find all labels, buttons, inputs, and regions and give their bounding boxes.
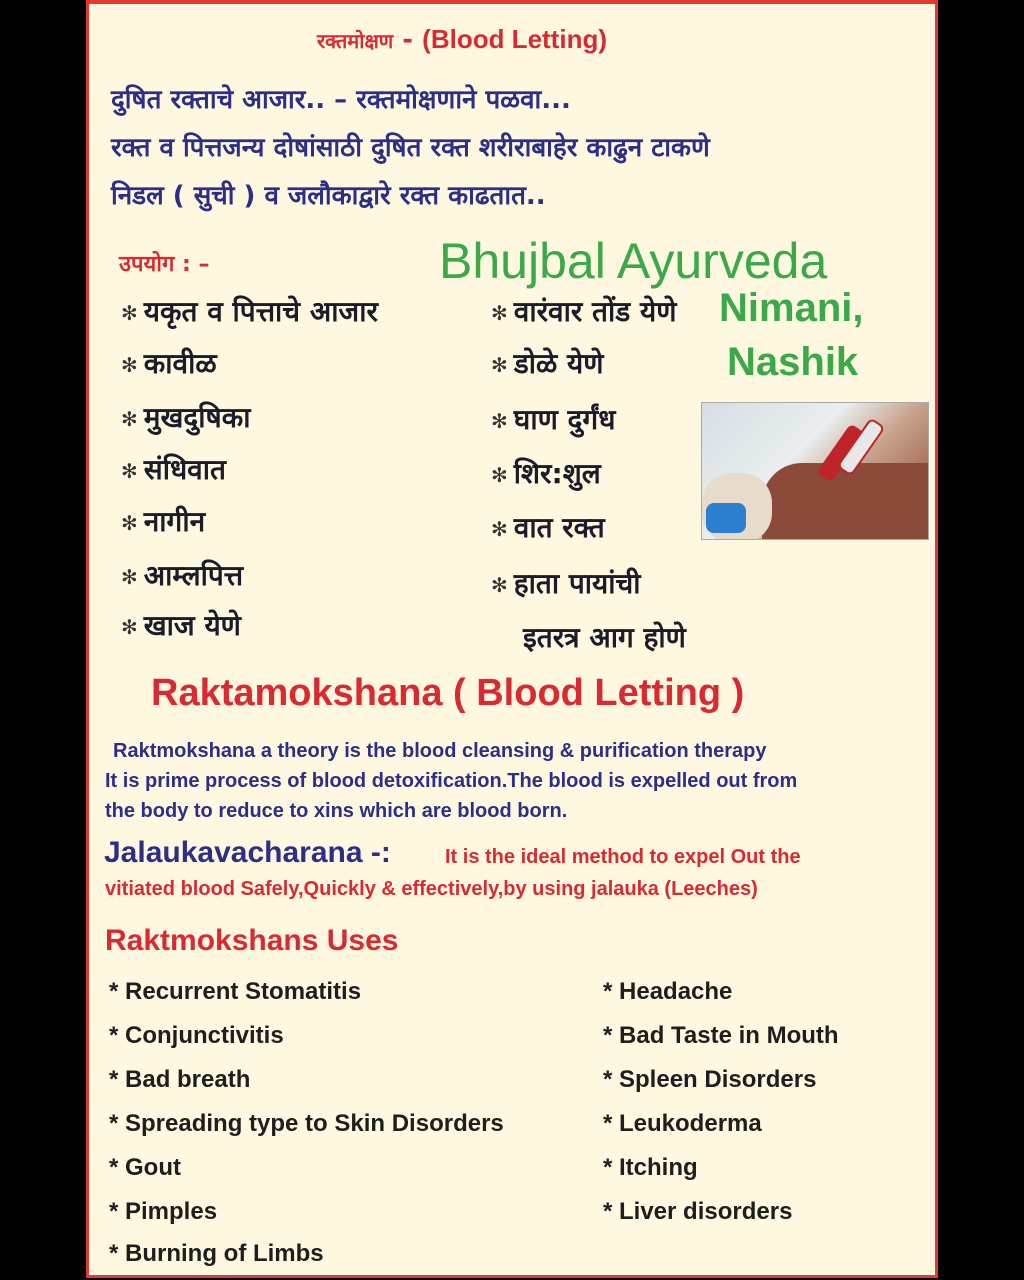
intro-line-1: दुषित रक्ताचे आजार.. – रक्तमोक्षणाने पळवा... bbox=[111, 85, 571, 115]
jalauka-text-2: vitiated blood Safely,Quickly & effectively,by using jalauka (Leeches) bbox=[105, 878, 758, 900]
star-icon: ✻ bbox=[121, 407, 138, 431]
title-english: (Blood Letting) bbox=[422, 24, 607, 54]
brand-location-1: Nimani, bbox=[719, 286, 864, 330]
english-use-item: * Spreading type to Skin Disorders bbox=[109, 1110, 504, 1137]
english-use-item: * Leukoderma bbox=[603, 1110, 762, 1137]
section-title: Raktamokshana ( Blood Letting ) bbox=[151, 672, 745, 714]
jalauka-text-1: It is the ideal method to expel Out the bbox=[445, 846, 801, 868]
star-icon: ✻ bbox=[121, 565, 138, 589]
poster-title bbox=[317, 24, 607, 55]
english-use-item: * Recurrent Stomatitis bbox=[109, 978, 362, 1005]
english-use-item: * Itching bbox=[603, 1154, 698, 1181]
marathi-use-item: ✻ खाज येणे bbox=[121, 609, 241, 642]
marathi-use-item: ✻ संधिवात bbox=[121, 453, 226, 486]
intro-line-2: रक्त व पित्तजन्य दोषांसाठी दुषित रक्त शरीराबाहेर काढुन टाकणे bbox=[111, 133, 710, 163]
marathi-use-item: ✻ यकृत व पित्ताचे आजार bbox=[121, 295, 378, 328]
star-icon: ✻ bbox=[491, 409, 508, 433]
english-use-item: * Gout bbox=[109, 1154, 181, 1181]
star-icon: ✻ bbox=[121, 615, 138, 639]
description-line-3: the body to reduce to xins which are blood born. bbox=[105, 800, 568, 822]
marathi-use-item: ✻ डोळे येणे bbox=[491, 347, 604, 380]
star-icon: ✻ bbox=[491, 301, 508, 325]
brand-location-2: Nashik bbox=[727, 340, 859, 384]
star-icon: ✻ bbox=[491, 517, 508, 541]
photo-arm bbox=[762, 463, 929, 540]
title-dash: - bbox=[393, 25, 423, 55]
star-icon: ✻ bbox=[121, 459, 138, 483]
intro-line-3: निडल ( सुची ) व जलौकाद्वारे रक्त काढतात.. bbox=[111, 181, 546, 211]
star-icon: ✻ bbox=[491, 573, 508, 597]
english-use-item: * Spleen Disorders bbox=[603, 1066, 817, 1093]
jalauka-heading: Jalaukavacharana -: bbox=[104, 836, 391, 869]
english-use-item: * Conjunctivitis bbox=[109, 1022, 284, 1049]
marathi-use-item: ✻ शिर:शुल bbox=[491, 457, 601, 490]
title-marathi: रक्तमोक्षण bbox=[317, 29, 394, 53]
star-icon: ✻ bbox=[121, 353, 138, 377]
description-line-2: It is prime process of blood detoxification.The blood is expelled out from bbox=[105, 770, 798, 792]
marathi-use-item: ✻ मुखदुषिका bbox=[121, 401, 251, 434]
star-icon: ✻ bbox=[121, 511, 138, 535]
marathi-use-item: ✻ वारंवार तोंड येणे bbox=[491, 295, 677, 328]
star-icon: ✻ bbox=[491, 463, 508, 487]
marathi-use-item: ✻ कावीळ bbox=[121, 347, 217, 380]
marathi-use-item: ✻ हाता पायांची bbox=[491, 567, 641, 600]
english-use-item: * Pimples bbox=[109, 1198, 218, 1225]
star-icon: ✻ bbox=[491, 353, 508, 377]
blood-letting-photo bbox=[701, 402, 929, 540]
upyog-label: उपयोग : – bbox=[119, 252, 210, 277]
marathi-use-item: ✻ नागीन bbox=[121, 505, 206, 538]
english-use-item: * Bad breath bbox=[109, 1066, 251, 1093]
english-use-item: * Bad Taste in Mouth bbox=[603, 1022, 839, 1049]
marathi-use-item-continuation: इतरत्र आग होणे bbox=[523, 621, 686, 654]
english-use-item: * Liver disorders bbox=[603, 1198, 793, 1225]
english-use-item: * Burning of Limbs bbox=[109, 1240, 324, 1267]
description-line-1: Raktmokshana a theory is the blood cleansing & purification therapy bbox=[113, 740, 767, 762]
marathi-use-item: ✻ घाण दुर्गंध bbox=[491, 403, 616, 436]
marathi-use-item: ✻ वात रक्त bbox=[491, 511, 605, 544]
english-use-item: * Headache bbox=[603, 978, 733, 1005]
marathi-use-item: ✻ आम्लपित्त bbox=[121, 559, 244, 592]
star-icon: ✻ bbox=[121, 301, 138, 325]
uses-title: Raktmokshans Uses bbox=[105, 924, 399, 957]
photo-tape bbox=[706, 503, 746, 533]
poster bbox=[86, 0, 938, 1278]
brand-name: Bhujbal Ayurveda bbox=[439, 233, 828, 289]
